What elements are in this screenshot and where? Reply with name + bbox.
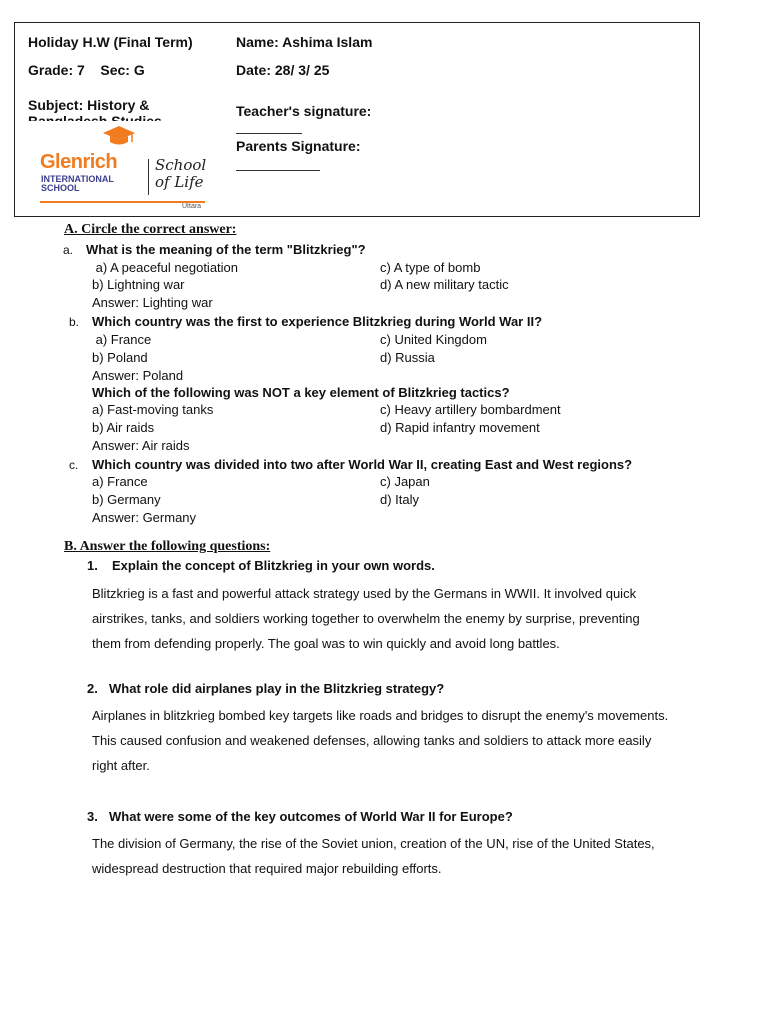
school-logo	[28, 121, 218, 211]
option-b: b) Germany	[92, 492, 161, 507]
question-text: What is the meaning of the term "Blitzkrieg"?	[86, 242, 366, 257]
option-a: a) A peaceful negotiation	[92, 260, 239, 275]
option-c: c) Heavy artillery bombardment	[380, 402, 561, 417]
question-number: 1.	[87, 558, 98, 573]
question-marker: c.	[69, 458, 79, 472]
graduation-cap-icon	[102, 125, 136, 147]
question-text: Explain the concept of Blitzkrieg in your own words.	[112, 558, 435, 573]
answer-text: Answer: Germany	[92, 510, 197, 525]
question-text: Which of the following was NOT a key element of Blitzkrieg tactics?	[92, 385, 510, 400]
question-number: 2.	[87, 681, 98, 696]
worksheet-title: Holiday H.W (Final Term)	[28, 34, 193, 50]
option-b: b) Lightning war	[92, 277, 185, 292]
option-b: b) Poland	[92, 350, 148, 365]
option-a: a) Fast-moving tanks	[92, 402, 214, 417]
answer-line: The division of Germany, the rise of the Soviet union, creation of the UN, rise of the United States,	[92, 836, 655, 851]
answer-text: Answer: Air raids	[92, 438, 190, 453]
option-a: a) France	[92, 474, 148, 489]
answer-line: Blitzkrieg is a fast and powerful attack strategy used by the Germans in WWII. It involved quick	[92, 586, 637, 601]
section-a-heading: A. Circle the correct answer:	[64, 222, 237, 237]
option-d: d) Italy	[380, 492, 420, 507]
parents-signature-label: Parents Signature:	[236, 138, 361, 154]
logo-underline	[40, 201, 205, 203]
option-b: b) Air raids	[92, 420, 155, 435]
answer-text: Answer: Poland	[92, 368, 184, 383]
section-b-heading: B. Answer the following questions:	[64, 539, 271, 554]
question-text: Which country was the first to experience Blitzkrieg during World War II?	[92, 314, 543, 329]
question-number: 3.	[87, 809, 98, 824]
logo-brand: Glenrich	[40, 151, 118, 173]
question-text: What were some of the key outcomes of World War II for Europe?	[109, 809, 513, 824]
logo-campus: Uttara	[182, 203, 202, 210]
option-d: d) A new military tactic	[380, 277, 509, 292]
question-text: Which country was divided into two after World War II, creating East and West regions?	[92, 457, 633, 472]
option-c: c) United Kingdom	[380, 332, 487, 347]
question-text: What role did airplanes play in the Blitzkrieg strategy?	[109, 681, 445, 696]
parents-signature-line	[236, 170, 320, 171]
answer-line: This caused confusion and weakened defenses, allowing tanks and soldiers to attack more easily	[92, 733, 652, 748]
option-c: c) A type of bomb	[380, 260, 481, 275]
option-d: d) Rapid infantry movement	[380, 420, 540, 435]
option-c: c) Japan	[380, 474, 430, 489]
teacher-signature-line	[236, 133, 302, 134]
grade-section: Grade: 7 Sec: G	[28, 62, 145, 78]
answer-line: widespread destruction that required major rebuilding efforts.	[92, 861, 442, 876]
teacher-signature-label: Teacher's signature:	[236, 103, 372, 119]
subject-line-1: Subject: History &	[28, 97, 150, 113]
date: Date: 28/ 3/ 25	[236, 62, 330, 78]
option-d: d) Russia	[380, 350, 435, 365]
answer-text: Answer: Lighting war	[92, 295, 213, 310]
question-marker: b.	[69, 315, 80, 329]
answer-line: Airplanes in blitzkrieg bombed key targets like roads and bridges to disrupt the enemy's movements.	[92, 708, 669, 723]
option-a: a) France	[92, 332, 152, 347]
student-name: Name: Ashima Islam	[236, 34, 373, 50]
logo-divider	[148, 159, 149, 195]
answer-line: them from defending properly. The goal was to win quickly and avoid long battles.	[92, 636, 560, 651]
logo-subtitle: INTERNATIONAL SCHOOL	[41, 174, 114, 193]
logo-tagline: School of Life	[155, 156, 207, 191]
answer-line: right after.	[92, 758, 150, 773]
question-marker: a.	[63, 243, 74, 257]
answer-line: airstrikes, tanks, and soldiers working together to overwhelm the enemy by surprise, preventing	[92, 611, 640, 626]
